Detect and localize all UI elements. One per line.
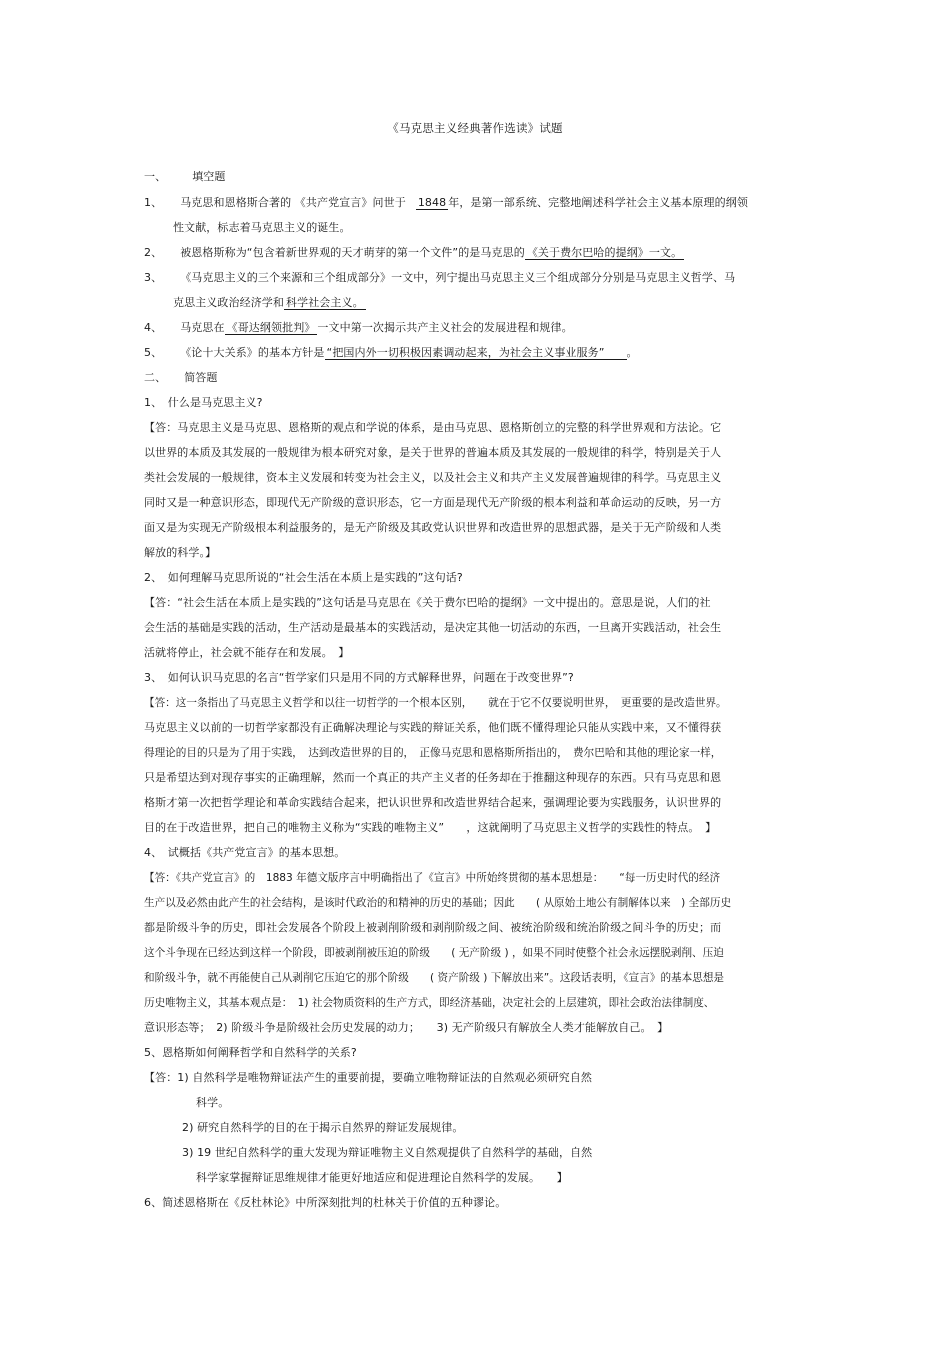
question-text: 被恩格斯称为“包含着新世界观的天才萌芽的第一个文件”的是马克思的 — [180, 246, 525, 259]
section-heading-short-answer — [144, 370, 218, 386]
answer-blank: 《关于费尔巴哈的提纲》一文。 — [526, 246, 683, 259]
question-text: 《马克思主义的三个来源和三个组成部分》一文中，列宁提出马克思主义三个组成部分分别是马克思主义哲学、马 — [180, 271, 736, 284]
fill-question-5 — [144, 345, 638, 361]
answer-line: 历史唯物主义，其基本观点是： 1) 社会物质资料的生产方式，即经济基础，决定社会的上层建筑，即社会政治法律制度、 — [144, 997, 715, 1009]
answer-line: 面又是为实现无产阶级根本利益服务的，是无产阶级及其政党认识世界和改造世界的思想武器，是关于无产阶级和人类 — [144, 521, 722, 534]
fill-question-2 — [144, 245, 684, 261]
answer-line: 解放的科学。】 — [144, 546, 217, 559]
fill-question-3 — [144, 270, 735, 286]
answer-line: 【答：“社会生活在本质上是实践的”这句话是马克思在《关于费尔巴哈的提纲》一文中提出的。意思是说，人们的社 — [144, 596, 711, 609]
answer-line: 目的在于改造世界，把自己的唯物主义称为“实践的唯物主义” ，这就阐明了马克思主义哲学的实践性的特点。 】 — [144, 821, 717, 834]
short-question-2: 2、 如何理解马克思所说的“社会生活在本质上是实践的”这句话? — [144, 571, 463, 584]
fill-question-4 — [144, 320, 573, 336]
section-number: 二、 — [144, 371, 167, 384]
fill-question-1-cont: 性文献，标志着马克思主义的诞生。 — [173, 221, 351, 234]
short-question-3: 3、 如何认识马克思的名言“哲学家们只是用不同的方式解释世界，问题在于改变世界”? — [144, 671, 574, 684]
answer-line: 和阶级斗争，就不再能使自己从剥削它压迫它的那个阶级 ( 资产阶级 ) 下解放出来”。这段话表明，《宣言》的基本思想是 — [144, 972, 725, 984]
answer-line: 以世界的本质及其发展的一般规律为根本研究对象，是关于世界的普遍本质及其发展的一般规律的科学，特别是关于人 — [144, 446, 722, 459]
answer-blank: 1848 — [417, 196, 447, 209]
question-number: 4、 — [144, 321, 163, 334]
section-heading-fill-blank — [144, 169, 226, 185]
question-text: 年，是第一部系统、完整地阐述科学社会主义基本原理的纲领 — [448, 196, 748, 209]
answer-line: 会生活的基础是实践的活动，生产活动是最基本的实践活动，是决定其他一切活动的东西，一旦离开实践活动，社会生 — [144, 621, 722, 634]
question-text: 马克思在 — [180, 321, 225, 334]
fill-question-1 — [144, 195, 748, 211]
answer-line: 科学家掌握辩证思维规律才能更好地适应和促进理论自然科学的发展。 】 — [196, 1171, 568, 1184]
answer-line: 生产以及必然由此产生的社会结构，是该时代政治的和精神的历史的基础；因此 ( 从原始土地公有制解体以来 ) 全部历史 — [144, 897, 732, 909]
answer-line: 格斯才第一次把哲学理论和革命实践结合起来，把认识世界和改造世界结合起来，强调理论要为实践服务，认识世界的 — [144, 796, 722, 809]
question-text: 《论十大关系》的基本方针是 — [180, 346, 325, 359]
answer-line: 3) 19 世纪自然科学的重大发现为辩证唯物主义自然观提供了自然科学的基础，自然 — [182, 1146, 593, 1159]
answer-line: 2) 研究自然科学的目的在于揭示自然界的辩证发展规律。 — [182, 1121, 464, 1134]
section-number: 一、 — [144, 170, 167, 183]
answer-line: 科学。 — [196, 1096, 230, 1109]
answer-line: 【答：1) 自然科学是唯物辩证法产生的重要前提，要确立唯物辩证法的自然观必须研究自然 — [144, 1071, 592, 1084]
question-number: 1、 — [144, 196, 163, 209]
answer-blank: 科学社会主义。 — [286, 296, 364, 309]
answer-line: 都是阶级斗争的历史，即社会发展各个阶段上被剥削阶级和剥削阶级之间、被统治阶级和统治阶级之间斗争的历史；而 — [144, 921, 722, 934]
page-title: 《马克思主义经典著作选读》试题 — [387, 121, 563, 135]
short-question-6: 6、简述恩格斯在《反杜林论》中所深刻批判的杜林关于价值的五种谬论。 — [144, 1196, 507, 1209]
question-text: 马克思和恩格斯合著的 《共产党宣言》问世于 — [180, 196, 406, 209]
question-text: 克思主义政治经济学和 — [173, 296, 284, 309]
question-number: 5、 — [144, 346, 163, 359]
section-title: 简答题 — [184, 371, 218, 384]
answer-line: 类社会发展的一般规律，资本主义发展和转变为社会主义，以及社会主义和共产主义发展普遍规律的科学。马克思主义 — [144, 471, 722, 484]
question-number: 3、 — [144, 271, 163, 284]
answer-line: 马克思主义以前的一切哲学家都没有正确解决理论与实践的辩证关系，他们既不懂得理论只能从实践中来，又不懂得获 — [144, 721, 722, 734]
answer-line: 【答：《共产党宣言》的 1883 年德文版序言中明确指出了《宣言》中所始终贯彻的基本思想是： “每一历史时代的经济 — [144, 872, 721, 884]
answer-line: 这个斗争现在已经达到这样一个阶段，即被剥削被压迫的阶级 ( 无产阶级 ) ，如果不同时使整个社会永远摆脱剥削、压迫 — [144, 947, 724, 959]
answer-line: 得理论的目的只是为了用于实践， 达到改造世界的目的， 正像马克思和恩格斯所指出的， 费尔巴哈和其他的理论家一样， — [144, 747, 722, 759]
short-question-5: 5、恩格斯如何阐释哲学和自然科学的关系? — [144, 1046, 357, 1059]
answer-line: 活就将停止，社会就不能存在和发展。 】 — [144, 646, 350, 659]
question-number: 2、 — [144, 246, 163, 259]
answer-line: 同时又是一种意识形态，即现代无产阶级的意识形态，它一方面是现代无产阶级的根本利益和革命运动的反映，另一方 — [144, 496, 722, 509]
answer-line: 【答：这一条指出了马克思主义哲学和以往一切哲学的一个根本区别， 就在于它不仅要说明世界， 更重要的是改造世界。 — [144, 697, 727, 709]
answer-line: 只是希望达到对现存事实的正确理解，然而一个真正的共产主义者的任务却在于推翻这种现存的东西。只有马克思和恩 — [144, 771, 722, 784]
short-question-4: 4、 试概括《共产党宣言》的基本思想。 — [144, 846, 346, 859]
answer-line: 意识形态等； 2) 阶级斗争是阶级社会历史发展的动力； 3) 无产阶级只有解放全人类才能解放自己。 】 — [144, 1021, 669, 1034]
answer-blank: 《哥达纲领批判》 — [226, 321, 316, 334]
question-text: 一文中第一次揭示共产主义社会的发展进程和规律。 — [317, 321, 573, 334]
answer-line: 【答：马克思主义是马克思、恩格斯的观点和学说的体系，是由马克思、恩格斯创立的完整的科学世界观和方法论。它 — [144, 421, 722, 434]
answer-blank: “把国内外一切积极因素调动起来，为社会主义事业服务” — [325, 346, 627, 360]
fill-question-3-cont — [173, 295, 366, 311]
short-question-1: 1、 什么是马克思主义? — [144, 396, 263, 409]
question-text: 。 — [626, 346, 638, 359]
section-title: 填空题 — [192, 170, 226, 183]
